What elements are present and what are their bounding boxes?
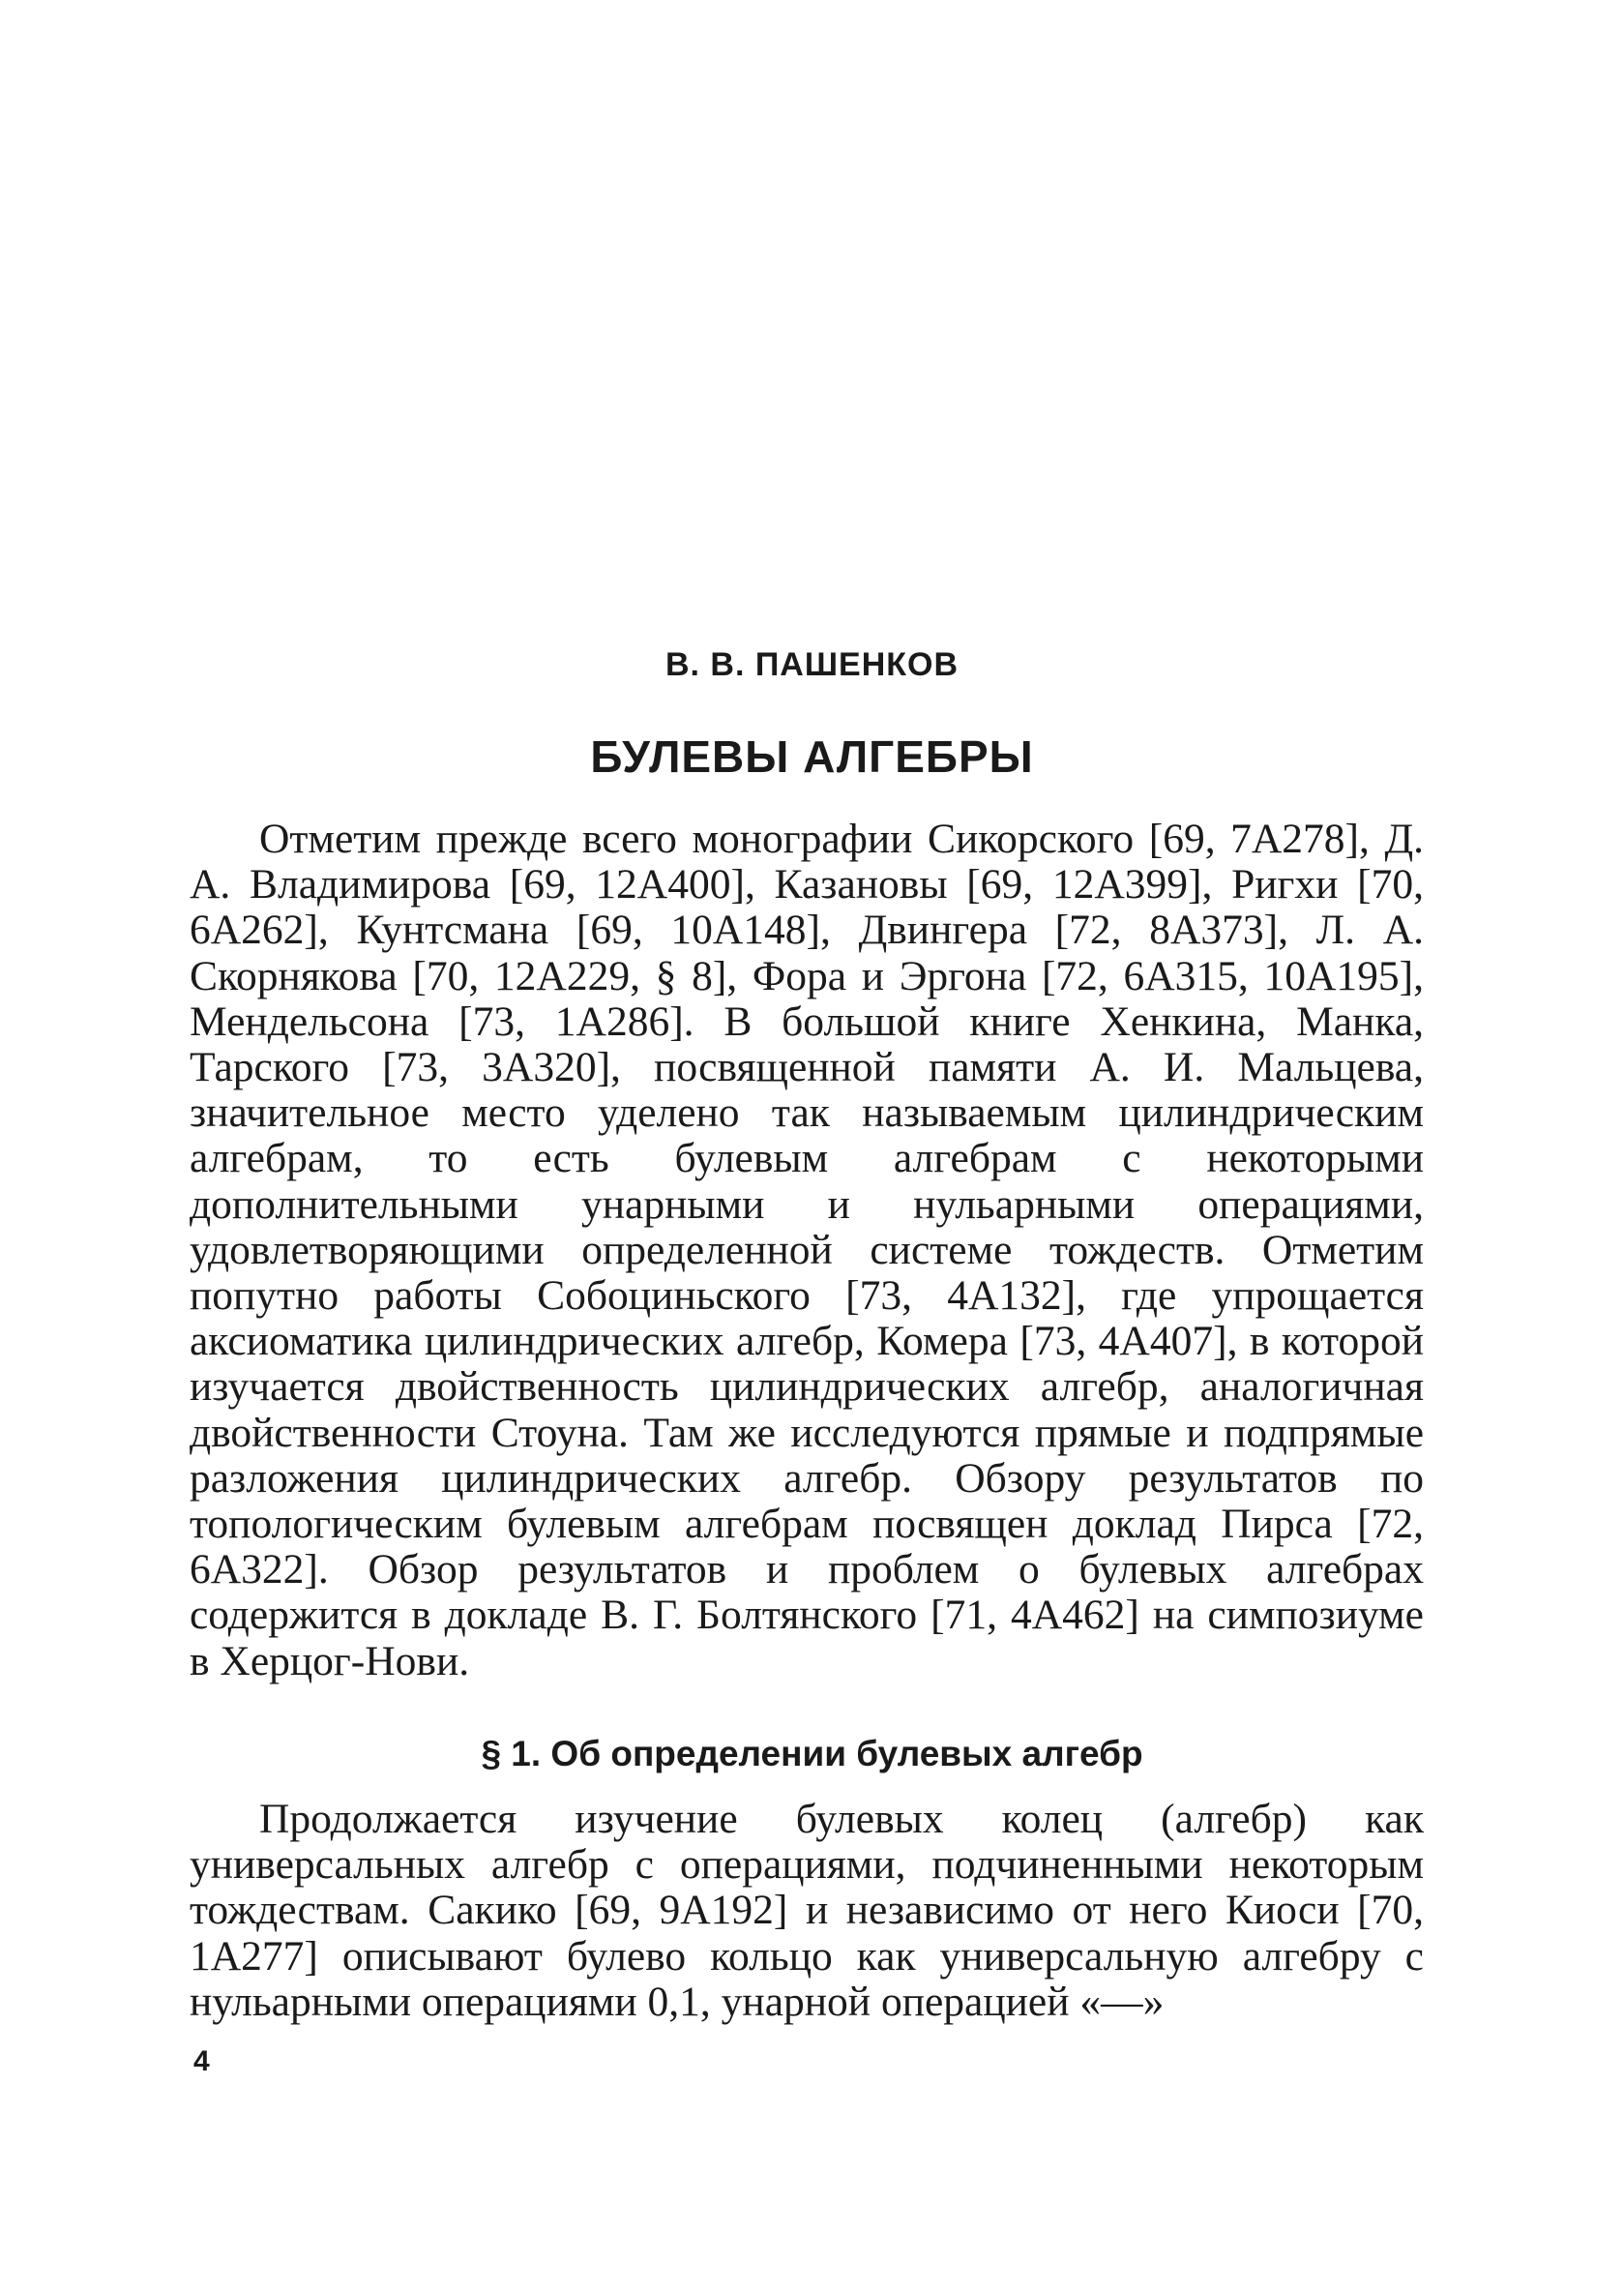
page-number: 4 <box>193 2045 210 2077</box>
section-paragraph: Продолжается изучение булевых колец (алгебр) как универсальных алгебр с операциями, подчиненными некоторым тождествам. Сакико [69, 9А192] и независимо от него Киоси [70, 1А277] описывают булево кольцо как универсальную алгебру с нульарными операциями 0,1, унарной операцией «—» <box>190 1796 1424 2025</box>
intro-paragraph: Отметим прежде всего монографии Сикорского [69, 7А278], Д. А. Владимирова [69, 12А400], Казановы [69, 12А399], Ригхи [70, 6А262], Кунтсмана [69, 10А148], Двингера [72, 8А373], Л. А. Скорнякова [70, 12А229, § 8], Фора и Эргона [72, 6А315, 10А195], Мендельсона [73, 1А286]. В большой книге Хенкина, Манка, Тарского [73, 3А320], посвященной памяти А. И. Мальцева, значительное место уделено так называемым цилиндрическим алгебрам, то есть булевым алгебрам с некоторыми дополнительными унарными и нульарными операциями, удовлетворяющими определенной системе тождеств. Отметим попутно работы Собоциньского [73, 4А132], где упрощается аксиоматика цилиндрических алгебр, Комера [73, 4А407], в которой изучается двойственность цилиндрических алгебр, аналогичная двойственности Стоуна. Там же исследуются прямые и подпрямые разложения цилиндрических алгебр. Обзору результатов по топологическим булевым алгебрам посвящен доклад Пирса [72, 6А322]. Обзор результатов и проблем о булевых алгебрах содержится в докладе В. Г. Болтянского [71, 4А462] на симпозиуме в Херцог-Нови. <box>190 816 1424 1684</box>
author-name: В. В. ПАШЕНКОВ <box>664 646 960 683</box>
article-title: БУЛЕВЫ АЛГЕБРЫ <box>590 731 1034 782</box>
section-heading: § 1. Об определении булевых алгебр <box>481 1734 1143 1773</box>
